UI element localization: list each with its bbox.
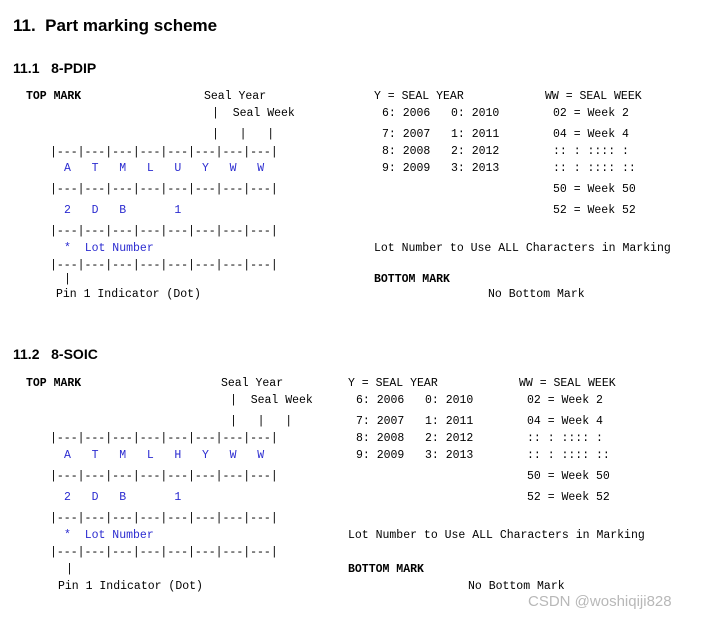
- marker-ticks: | | |: [212, 128, 275, 141]
- mark-row-3: * Lot Number: [64, 242, 154, 255]
- watermark: CSDN @woshiqiji828: [528, 593, 672, 610]
- seal-year-row: 8: 2008 2: 2012: [356, 432, 474, 445]
- no-bottom-mark: No Bottom Mark: [468, 580, 565, 593]
- no-bottom-mark: No Bottom Mark: [488, 288, 585, 301]
- seal-week-label: | Seal Week: [230, 394, 313, 407]
- section-title: 11.1 8-PDIP: [13, 60, 97, 76]
- seal-year-row: 9: 2009 3: 2013: [356, 449, 474, 462]
- seal-week-row: :: : :::: :: [553, 145, 629, 158]
- seal-year-label: Seal Year: [221, 377, 284, 390]
- seal-week-row: 02 = Week 2: [527, 394, 603, 407]
- seal-year-row: 6: 2006 0: 2010: [382, 107, 500, 120]
- top-mark-label: TOP MARK: [26, 90, 82, 103]
- pin-1-indicator-label: Pin 1 Indicator (Dot): [56, 288, 201, 301]
- seal-week-row: 04 = Week 4: [527, 415, 603, 428]
- grid-border: |---|---|---|---|---|---|---|---|: [50, 225, 278, 238]
- seal-year-row: 7: 2007 1: 2011: [382, 128, 500, 141]
- bottom-mark-label: BOTTOM MARK: [374, 273, 450, 286]
- seal-year-row: 7: 2007 1: 2011: [356, 415, 474, 428]
- seal-week-row: :: : :::: ::: [553, 162, 636, 175]
- seal-week-row: 04 = Week 4: [553, 128, 629, 141]
- marker-ticks: | | |: [230, 415, 293, 428]
- mark-row-2: 2 D B 1: [64, 204, 182, 217]
- seal-week-row: 52 = Week 52: [553, 204, 636, 217]
- seal-week-row: 50 = Week 50: [553, 183, 636, 196]
- mark-row-2: 2 D B 1: [64, 491, 182, 504]
- grid-border: |---|---|---|---|---|---|---|---|: [50, 183, 278, 196]
- grid-border: |---|---|---|---|---|---|---|---|: [50, 546, 278, 559]
- seal-week-header: WW = SEAL WEEK: [519, 377, 616, 390]
- pin-1-tick: |: [66, 563, 73, 576]
- seal-year-row: 8: 2008 2: 2012: [382, 145, 500, 158]
- seal-week-row: 02 = Week 2: [553, 107, 629, 120]
- seal-year-label: Seal Year: [204, 90, 267, 103]
- mark-row-1: A T M L U Y W W: [64, 162, 265, 175]
- top-mark-label: TOP MARK: [26, 377, 82, 390]
- grid-border: |---|---|---|---|---|---|---|---|: [50, 146, 278, 159]
- seal-week-label: | Seal Week: [212, 107, 295, 120]
- seal-week-row: :: : :::: :: [527, 432, 603, 445]
- pin-1-indicator-label: Pin 1 Indicator (Dot): [58, 580, 203, 593]
- grid-border: |---|---|---|---|---|---|---|---|: [50, 512, 278, 525]
- lot-number-note: Lot Number to Use ALL Characters in Marking: [374, 242, 671, 255]
- seal-week-row: 50 = Week 50: [527, 470, 610, 483]
- grid-border: |---|---|---|---|---|---|---|---|: [50, 259, 278, 272]
- seal-year-header: Y = SEAL YEAR: [374, 90, 464, 103]
- seal-year-row: 6: 2006 0: 2010: [356, 394, 474, 407]
- grid-border: |---|---|---|---|---|---|---|---|: [50, 432, 278, 445]
- section-title: 11.2 8-SOIC: [13, 346, 98, 362]
- bottom-mark-label: BOTTOM MARK: [348, 563, 424, 576]
- seal-year-row: 9: 2009 3: 2013: [382, 162, 500, 175]
- grid-border: |---|---|---|---|---|---|---|---|: [50, 470, 278, 483]
- seal-year-header: Y = SEAL YEAR: [348, 377, 438, 390]
- seal-week-row: :: : :::: ::: [527, 449, 610, 462]
- seal-week-row: 52 = Week 52: [527, 491, 610, 504]
- mark-row-1: A T M L H Y W W: [64, 449, 265, 462]
- pin-1-tick: |: [64, 273, 71, 286]
- page-title: 11. Part marking scheme: [13, 16, 218, 35]
- seal-week-header: WW = SEAL WEEK: [545, 90, 642, 103]
- mark-row-3: * Lot Number: [64, 529, 154, 542]
- lot-number-note: Lot Number to Use ALL Characters in Marking: [348, 529, 645, 542]
